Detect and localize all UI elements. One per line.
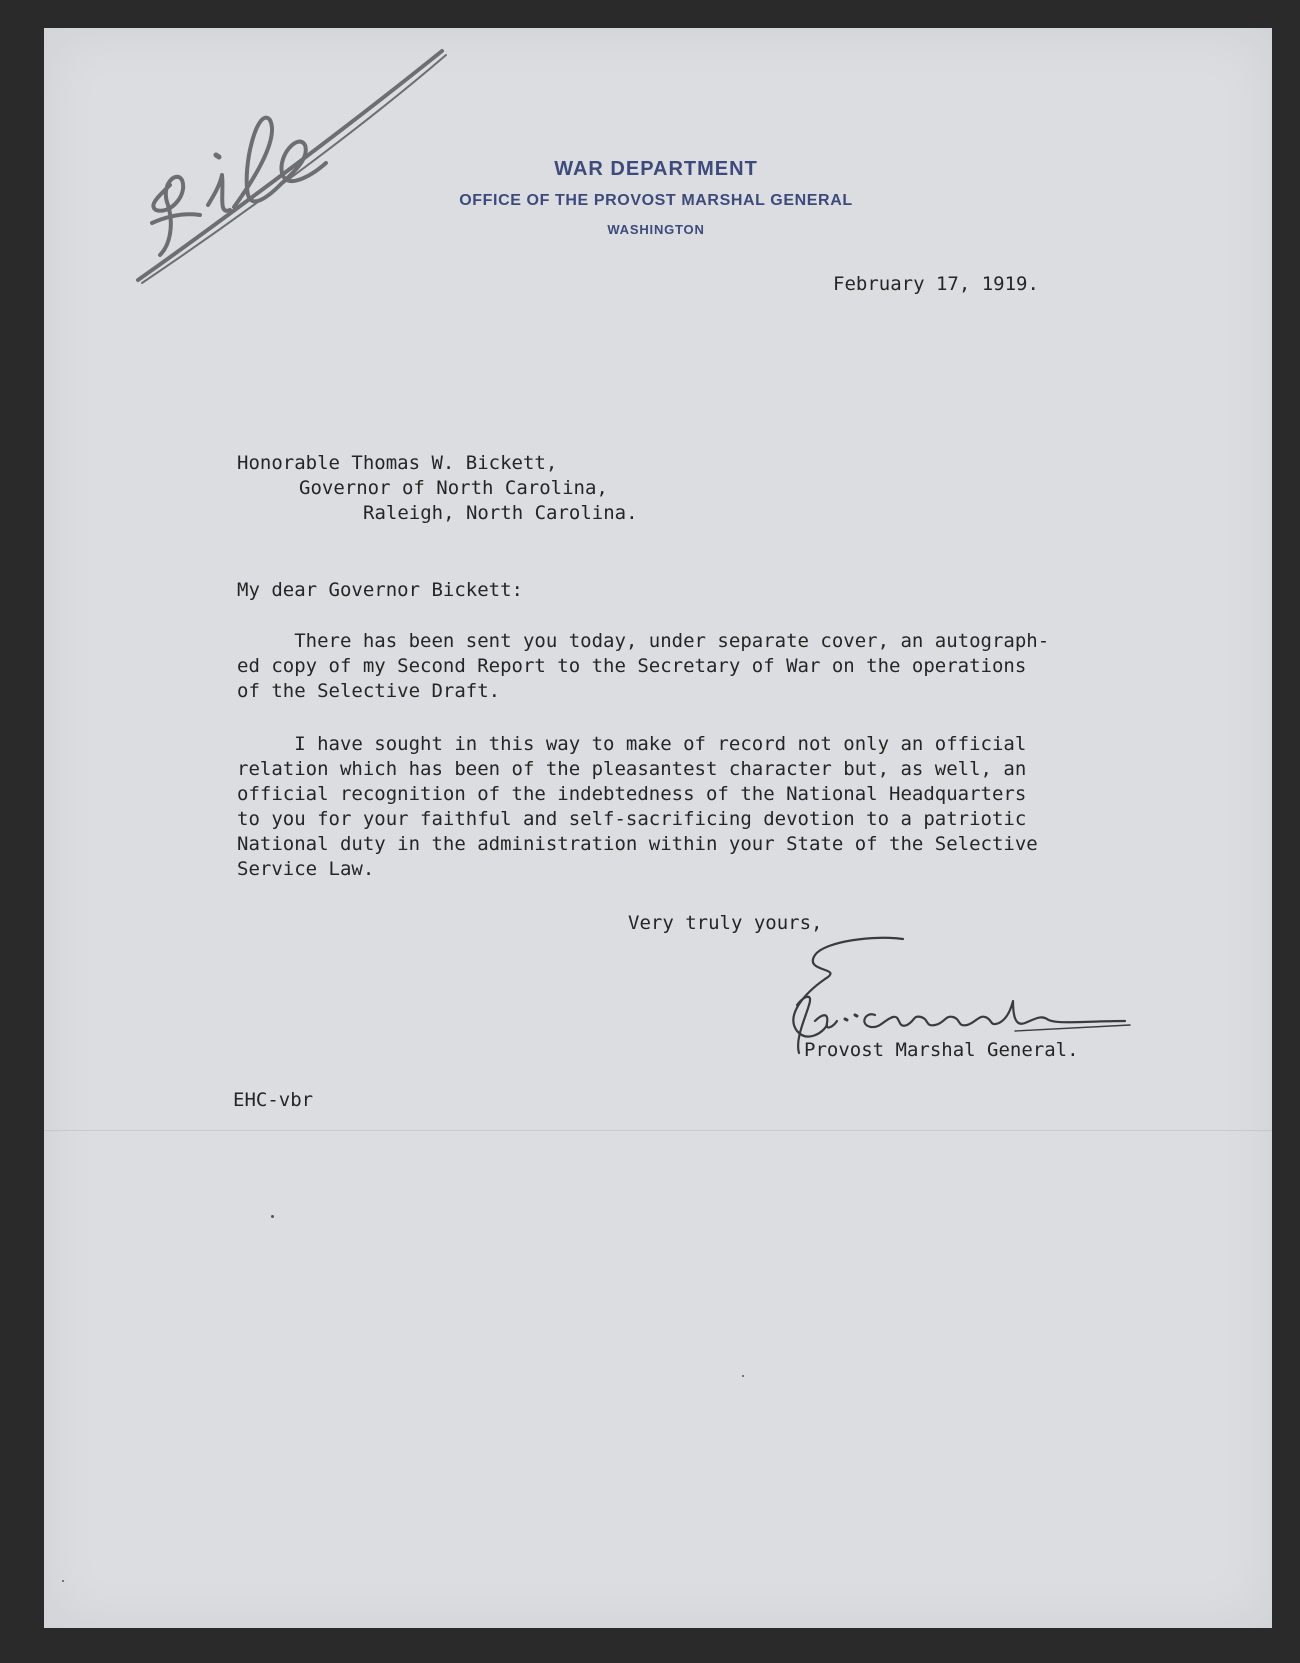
- paper-speck: [742, 1375, 744, 1377]
- paragraph-line: ed copy of my Second Report to the Secretary of War on the operations: [237, 655, 1027, 677]
- paragraph-line: There has been sent you today, under separate cover, an autograph-: [237, 630, 1050, 652]
- paragraph-line: official recognition of the indebtedness of the National Headquarters: [237, 783, 1027, 805]
- recipient-title: Governor of North Carolina,: [299, 477, 608, 499]
- signature-handwriting: [785, 935, 1135, 1055]
- body-paragraph-1: [237, 629, 1137, 704]
- paragraph-line: of the Selective Draft.: [237, 680, 501, 702]
- paragraph-line: National duty in the administration within your State of the Selective: [237, 833, 1038, 855]
- paragraph-line: to you for your faithful and self-sacrificing devotion to a patriotic: [237, 808, 1027, 830]
- body-paragraph-2: [237, 732, 1137, 882]
- recipient-location: Raleigh, North Carolina.: [363, 502, 638, 524]
- letter-date: February 17, 1919.: [833, 273, 1039, 295]
- paragraph-line: relation which has been of the pleasantest character but, as well, an: [237, 758, 1027, 780]
- reference-initials: EHC-vbr: [233, 1089, 314, 1111]
- paper-speck: [62, 1580, 64, 1582]
- letterhead-department: WAR DEPARTMENT: [554, 158, 758, 180]
- closing: Very truly yours,: [628, 912, 823, 934]
- salutation: My dear Governor Bickett:: [237, 579, 523, 601]
- letterhead-city: WASHINGTON: [607, 222, 705, 237]
- paragraph-line: I have sought in this way to make of record not only an official: [237, 733, 1027, 755]
- paper-fold-line: [44, 1130, 1272, 1131]
- paper-speck: [271, 1215, 274, 1218]
- letterhead-office: OFFICE OF THE PROVOST MARSHAL GENERAL: [459, 192, 853, 209]
- paragraph-line: Service Law.: [237, 858, 375, 880]
- recipient-name: Honorable Thomas W. Bickett,: [237, 452, 558, 474]
- signer-title: Provost Marshal General.: [804, 1039, 1079, 1061]
